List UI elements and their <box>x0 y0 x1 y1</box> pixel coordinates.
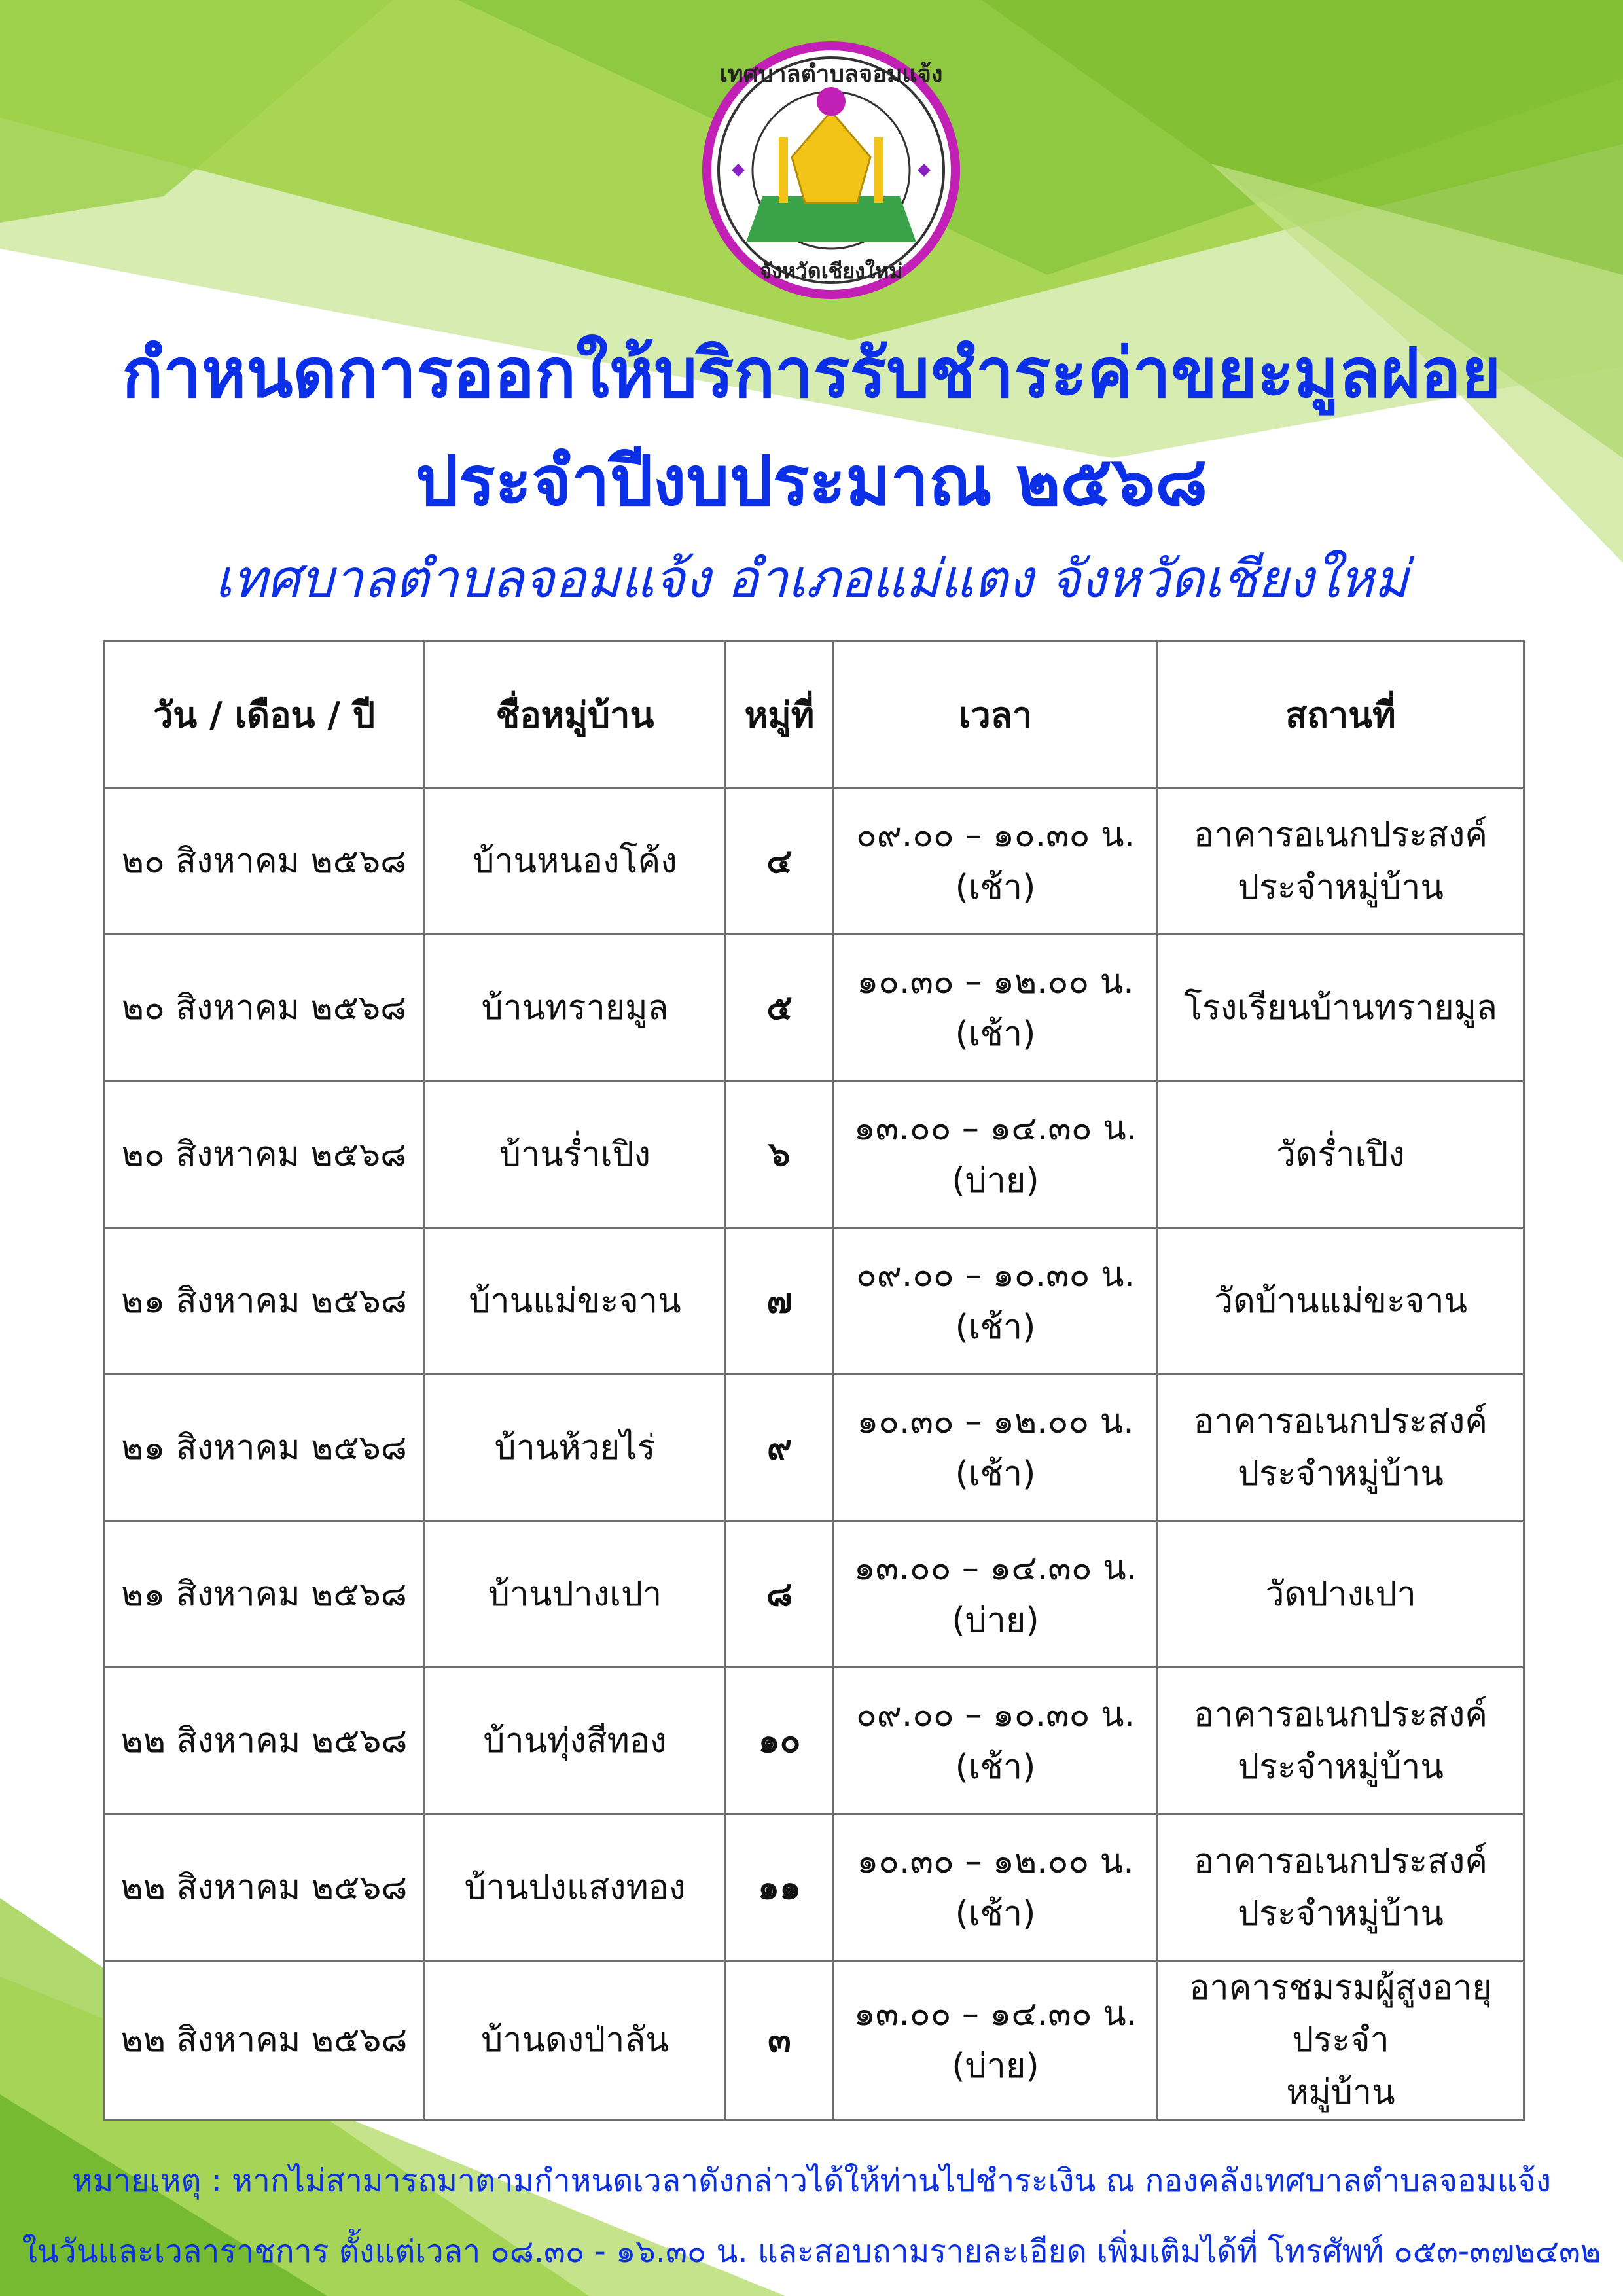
cell-time <box>834 1228 1158 1374</box>
time-range: ๐๙.๐๐ – ๑๐.๓๐ น. <box>855 1695 1135 1734</box>
cell-moo: ๓ <box>726 1961 834 2120</box>
table-row <box>104 1521 1524 1668</box>
footer-note-line1: หมายเหตุ : หากไม่สามารถมาตามกำหนดเวลาดังกล่าวได้ให้ท่านไปชำระเงิน ณ กองคลังเทศบาลตำบลจอมแจ้ง <box>71 2162 1552 2199</box>
cell-village: บ้านทรายมูล <box>425 935 726 1081</box>
header-time: เวลา <box>834 641 1158 788</box>
table-row <box>104 1668 1524 1814</box>
time-range: ๑๓.๐๐ – ๑๔.๓๐ น. <box>853 1548 1137 1588</box>
table-row <box>104 1374 1524 1521</box>
time-period: (เช้า) <box>955 1307 1036 1347</box>
time-range: ๑๓.๐๐ – ๑๔.๓๐ น. <box>853 1108 1137 1148</box>
cell-place: อาคารอเนกประสงค์ประจำหมู่บ้าน <box>1158 788 1524 935</box>
footer-note-line2: ในวันและเวลาราชการ ตั้งแต่เวลา ๐๘.๓๐ - ๑๖.๓๐ น. และสอบถามรายละเอียด เพิ่มเติมได้ที่ โทรศัพท์ ๐๕๓-๓๗๒๔๓๒ <box>22 2233 1601 2270</box>
cell-village: บ้านดงป่าลัน <box>425 1961 726 2120</box>
cell-date: ๒๐ สิงหาคม ๒๕๖๘ <box>104 935 425 1081</box>
time-period: (บ่าย) <box>952 2047 1039 2086</box>
cell-date: ๒๑ สิงหาคม ๒๕๖๘ <box>104 1521 425 1668</box>
cell-date: ๒๒ สิงหาคม ๒๕๖๘ <box>104 1814 425 1961</box>
cell-place: วัดปางเปา <box>1158 1521 1524 1668</box>
cell-place: อาคารอเนกประสงค์ประจำหมู่บ้าน <box>1158 1814 1524 1961</box>
cell-village: บ้านหนองโค้ง <box>425 788 726 935</box>
cell-moo: ๑๑ <box>726 1814 834 1961</box>
cell-village: บ้านแม่ขะจาน <box>425 1228 726 1374</box>
header-place: สถานที่ <box>1158 641 1524 788</box>
time-period: (บ่าย) <box>952 1160 1039 1200</box>
table-row <box>104 788 1524 935</box>
cell-time <box>834 1374 1158 1521</box>
cell-moo: ๖ <box>726 1081 834 1228</box>
table-row <box>104 1081 1524 1228</box>
time-range: ๐๙.๐๐ – ๑๐.๓๐ น. <box>855 1255 1135 1295</box>
cell-village: บ้านห้วยไร่ <box>425 1374 726 1521</box>
cell-place: วัดร่ำเปิง <box>1158 1081 1524 1228</box>
table-header-row <box>104 641 1524 788</box>
cell-time <box>834 935 1158 1081</box>
cell-time <box>834 1081 1158 1228</box>
time-period: (เช้า) <box>955 1454 1036 1494</box>
time-range: ๐๙.๐๐ – ๑๐.๓๐ น. <box>855 815 1135 855</box>
cell-moo: ๔ <box>726 788 834 935</box>
cell-moo: ๙ <box>726 1374 834 1521</box>
cell-place: อาคารอเนกประสงค์ประจำหมู่บ้าน <box>1158 1668 1524 1814</box>
cell-place <box>1158 1961 1524 2120</box>
cell-village: บ้านปางเปา <box>425 1521 726 1668</box>
cell-time <box>834 788 1158 935</box>
cell-date: ๒๐ สิงหาคม ๒๕๖๘ <box>104 1081 425 1228</box>
schedule-table <box>103 640 1525 2121</box>
table-row <box>104 1228 1524 1374</box>
time-range: ๑๐.๓๐ – ๑๒.๐๐ น. <box>857 1401 1134 1441</box>
time-period: (เช้า) <box>955 1893 1036 1933</box>
seal-top-text: เทศบาลตำบลจอมแจ้ง <box>719 61 943 88</box>
table-row <box>104 1961 1524 2120</box>
cell-moo: ๗ <box>726 1228 834 1374</box>
cell-time <box>834 1521 1158 1668</box>
place-line-1: อาคารชมรมผู้สูงอายุประจำ <box>1189 1968 1492 2060</box>
time-range: ๑๓.๐๐ – ๑๔.๓๐ น. <box>853 1994 1137 2034</box>
cell-moo: ๘ <box>726 1521 834 1668</box>
cell-date: ๒๒ สิงหาคม ๒๕๖๘ <box>104 1668 425 1814</box>
cell-date: ๒๐ สิงหาคม ๒๕๖๘ <box>104 788 425 935</box>
cell-village: บ้านทุ่งสีทอง <box>425 1668 726 1814</box>
cell-time <box>834 1668 1158 1814</box>
page-title-fiscal-year: ประจำปีงบประมาณ ๒๕๖๘ <box>415 441 1208 521</box>
time-period: (บ่าย) <box>952 1600 1039 1640</box>
page-subtitle: เทศบาลตำบลจอมแจ้ง อำเภอแม่แตง จังหวัดเชียงใหม่ <box>215 548 1408 609</box>
time-period: (เช้า) <box>955 1747 1036 1787</box>
time-range: ๑๐.๓๐ – ๑๒.๐๐ น. <box>857 961 1134 1001</box>
page-title: กำหนดการออกให้บริการรับชำระค่าขยะมูลฝอย <box>122 333 1501 413</box>
place-line-2: หมู่บ้าน <box>1286 2073 1395 2112</box>
cell-date: ๒๑ สิงหาคม ๒๕๖๘ <box>104 1228 425 1374</box>
table-row <box>104 935 1524 1081</box>
cell-time <box>834 1814 1158 1961</box>
time-period: (เช้า) <box>955 1014 1036 1054</box>
header-moo: หมู่ที่ <box>726 641 834 788</box>
cell-place: โรงเรียนบ้านทรายมูล <box>1158 935 1524 1081</box>
time-range: ๑๐.๓๐ – ๑๒.๐๐ น. <box>857 1841 1134 1881</box>
municipality-seal-icon <box>700 39 962 301</box>
cell-moo: ๕ <box>726 935 834 1081</box>
cell-place: อาคารอเนกประสงค์ประจำหมู่บ้าน <box>1158 1374 1524 1521</box>
time-period: (เช้า) <box>955 867 1036 907</box>
cell-place: วัดบ้านแม่ขะจาน <box>1158 1228 1524 1374</box>
cell-time <box>834 1961 1158 2120</box>
header-village: ชื่อหมู่บ้าน <box>425 641 726 788</box>
cell-date: ๒๒ สิงหาคม ๒๕๖๘ <box>104 1961 425 2120</box>
header-date: วัน / เดือน / ปี <box>104 641 425 788</box>
table-row <box>104 1814 1524 1961</box>
cell-moo: ๑๐ <box>726 1668 834 1814</box>
cell-village: บ้านร่ำเปิง <box>425 1081 726 1228</box>
cell-date: ๒๑ สิงหาคม ๒๕๖๘ <box>104 1374 425 1521</box>
seal-bottom-text: จังหวัดเชียงใหม่ <box>759 259 903 283</box>
cell-village: บ้านปงแสงทอง <box>425 1814 726 1961</box>
